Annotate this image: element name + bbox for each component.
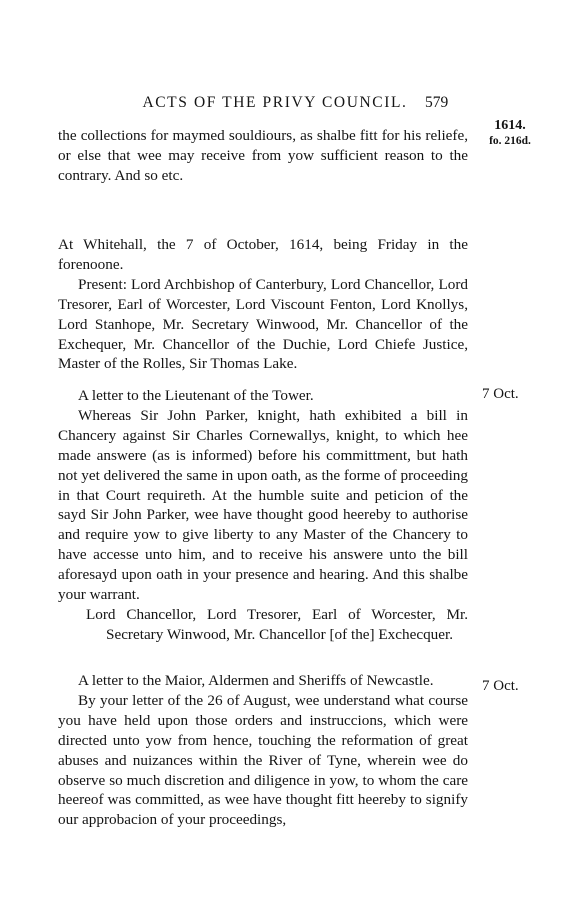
letter-lieutenant-tower <box>58 386 468 645</box>
present-list: Present: Lord Archbishop of Canterbury, Lord Chancellor, Lord Tresorer, Earl of Worcester, Lord Viscount Fenton, Lord Knollys, Lord Stanhope, Mr. Secretary Winwood, Mr. Chancellor of the Exchequer, Mr. Chancellor of the Duchie, Lord Chiefe Justice, Master of the Rolles, Sir Thomas Lake. <box>58 275 468 373</box>
margin-folio: fo. 216d. <box>489 135 531 147</box>
meeting-heading: At Whitehall, the 7 of October, 1614, being Friday in the forenoone. <box>58 236 468 273</box>
margin-year: 1614. <box>494 118 526 133</box>
letter1-body: Whereas Sir John Parker, knight, hath exhibited a bill in Chancery against Sir Charles Cornewallys, knight, to which hee made answere (as is informed) before his committment, but hath not yet delivered the same in upon oath, as the forme of proceeding in that Court requireth. At the humble suite and peticion of the sayd Sir John Parker, wee have thought good heereby to authorise and require yow to give liberty to any Master of the Chancery to have accesse unto him, and to receive his answere unto the bill aforesayd upon oath in your presence and hearing. And this shalbe your warrant. <box>58 406 468 604</box>
margin-date-2: 7 Oct. <box>482 678 519 694</box>
letter1-signatories: Lord Chancellor, Lord Tresorer, Earl of Worcester, Mr. Secretary Winwood, Mr. Chancellor [of the] Exchecquer. <box>86 605 468 643</box>
letter1-title: A letter to the Lieutenant of the Tower. <box>78 387 314 404</box>
letter2-title: A letter to the Maior, Aldermen and Sheriffs of Newcastle. <box>78 672 434 689</box>
margin-date-1: 7 Oct. <box>482 386 519 402</box>
letter2-body: By your letter of the 26 of August, wee understand what course you have held upon those orders and instruccions, which were directed unto yow from hence, touching the reformation of great abuses and nuizances within the River of Tyne, wherein wee do observe so much discretion and diligence in yow, to whom the care heereof was committed, as wee have thought fitt heereby to signify our approbacion of your proceedings, <box>58 691 468 829</box>
meeting-block <box>58 235 468 374</box>
running-title: ACTS OF THE PRIVY COUNCIL. <box>142 94 408 111</box>
continuation-paragraph <box>58 126 468 186</box>
continuation-text: the collections for maymed souldiours, as shalbe fitt for his reliefe, or else that wee may receive from yow sufficient reason to the contrary. And so etc. <box>58 127 468 184</box>
letter-newcastle <box>58 671 468 830</box>
page-number: 579 <box>425 94 449 111</box>
